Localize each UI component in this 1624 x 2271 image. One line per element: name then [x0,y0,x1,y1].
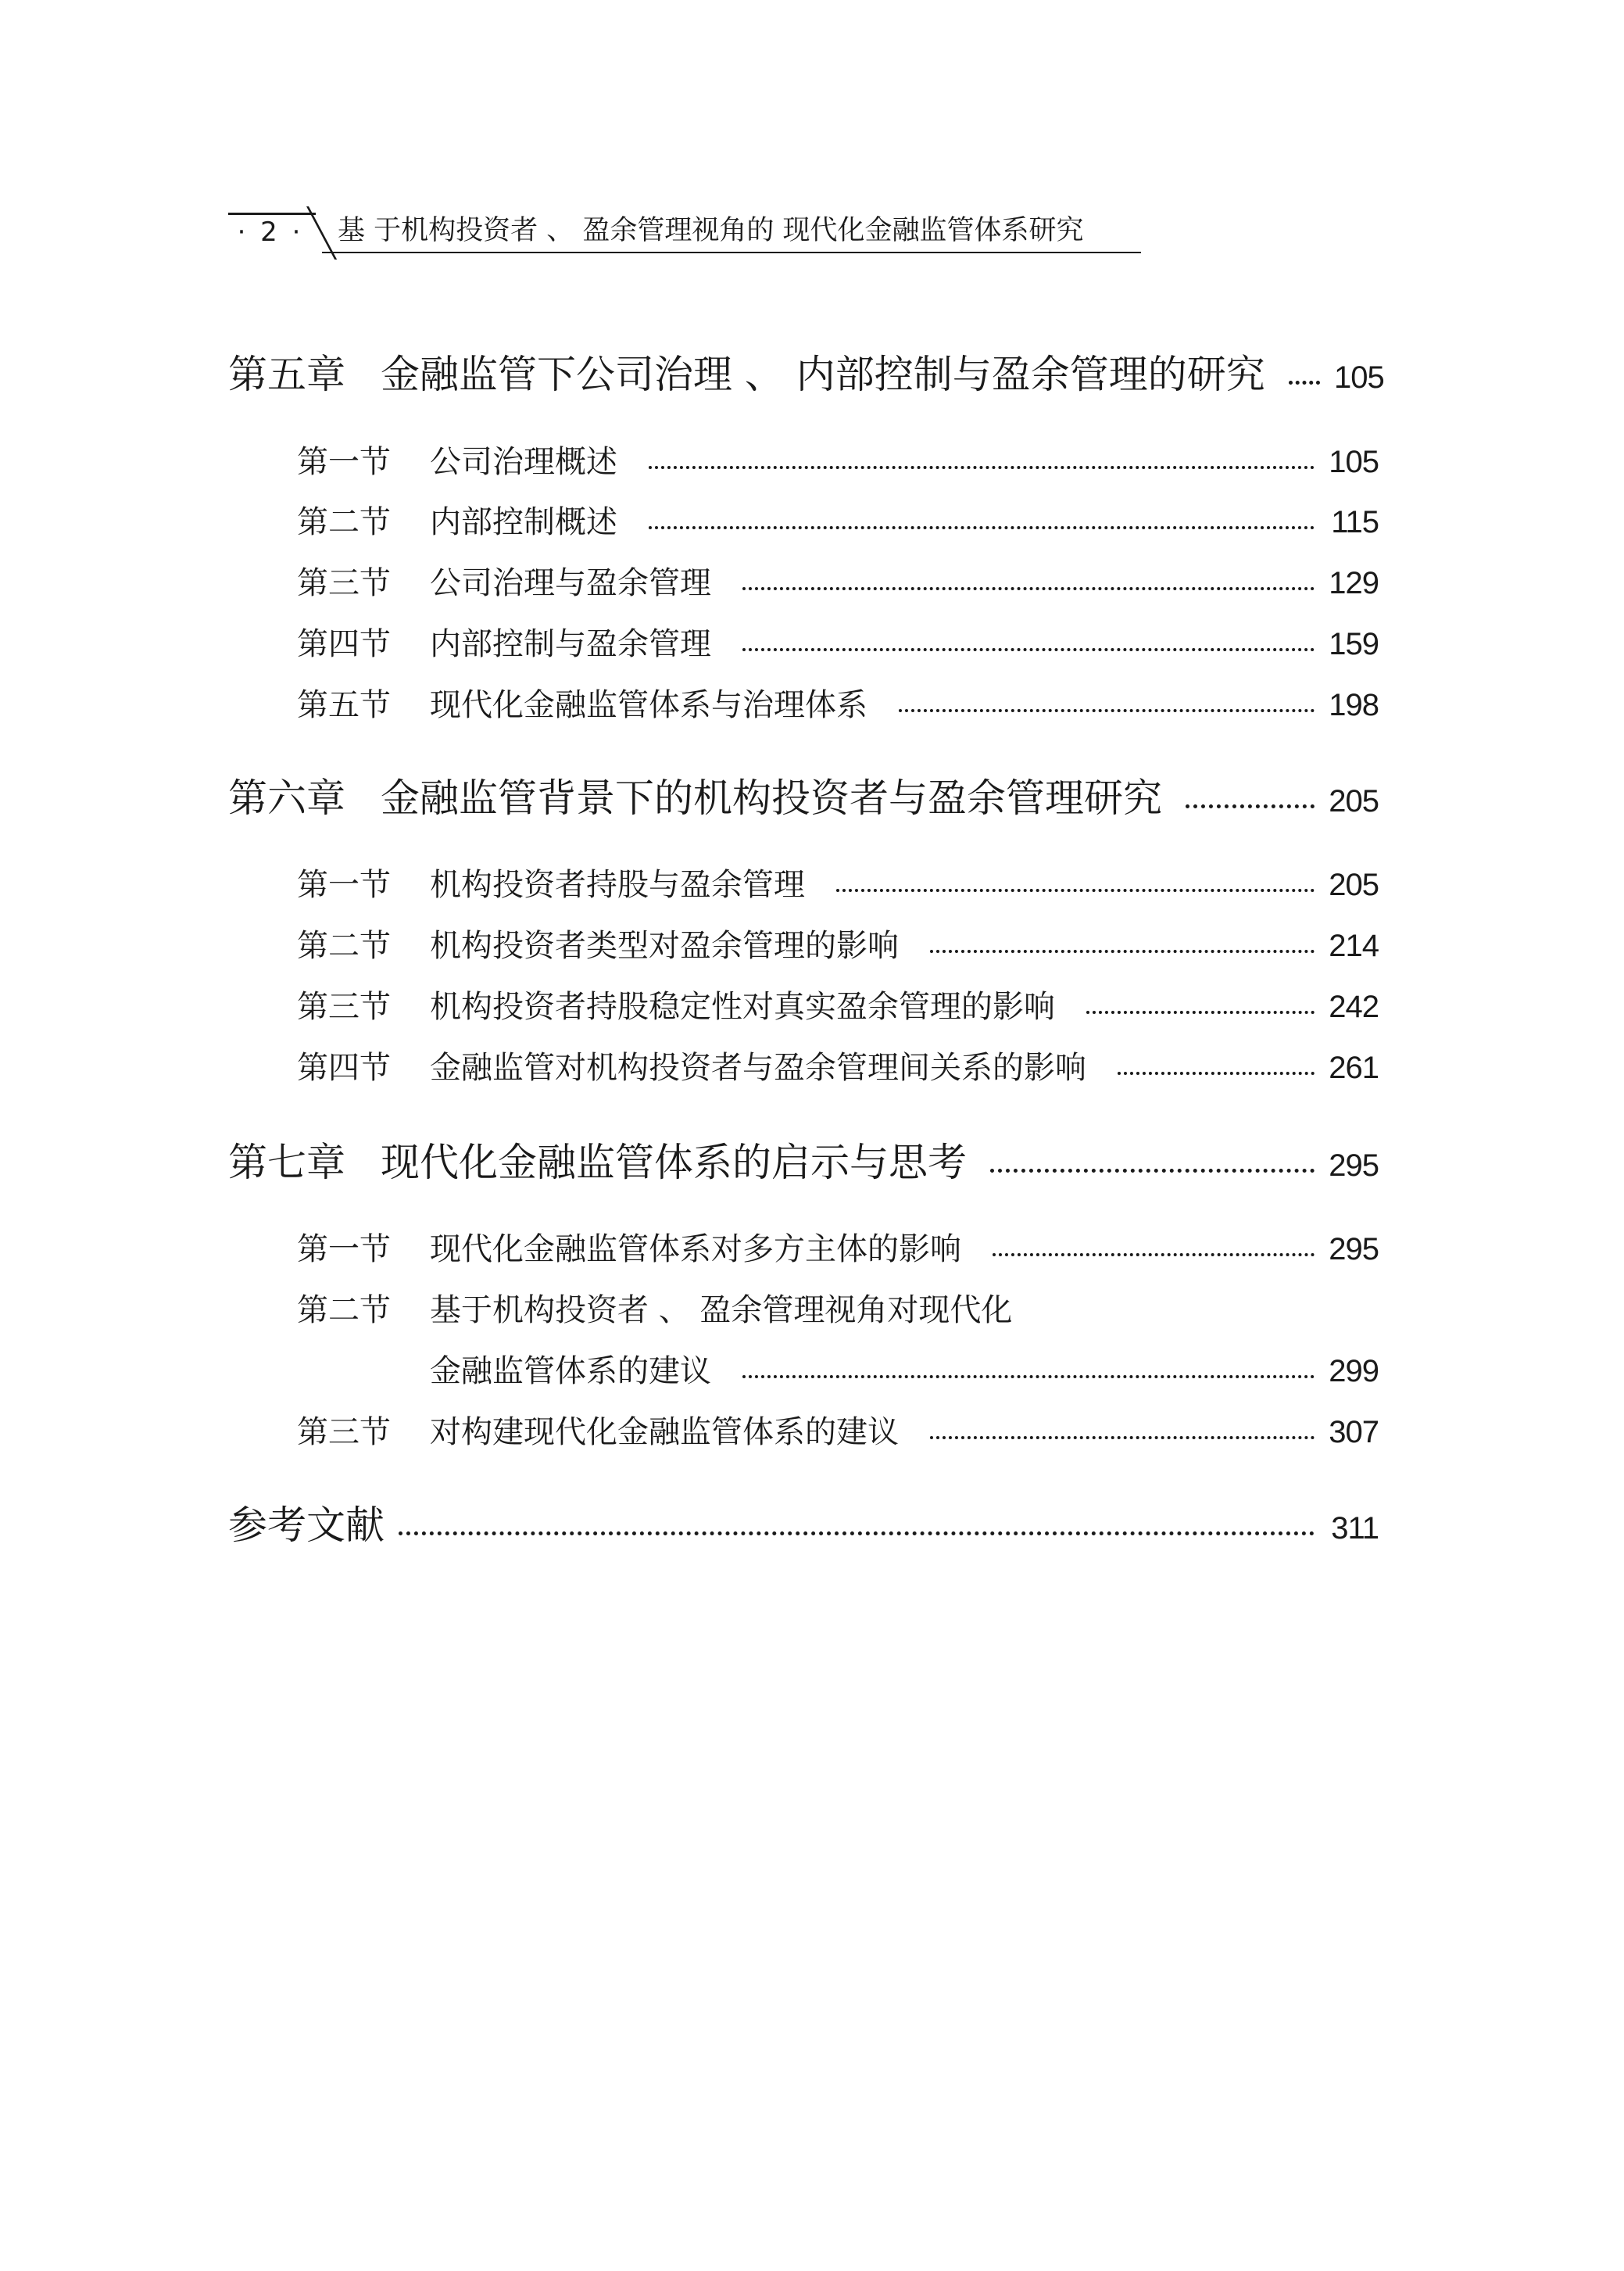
chapter-title: 金融监管下公司治理 、 内部控制与盈余管理的研究 [381,352,1265,397]
page-number: 129 [1329,566,1379,600]
section-title: 机构投资者持股与盈余管理 [430,867,805,903]
toc-section-7-2[interactable] [297,1288,1379,1332]
toc-section-6-1[interactable] [297,863,1379,907]
toc-section-7-2-continued[interactable] [297,1349,1379,1393]
section-number: 第四节 [297,626,391,662]
chapter-title: 现代化金融监管体系的启示与思考 [381,1140,967,1185]
toc-chapter-6[interactable] [228,772,1379,824]
toc-section-5-2[interactable] [297,500,1379,544]
section-number: 第四节 [297,1050,391,1086]
page-number: 242 [1329,990,1379,1024]
dot-leader [993,1253,1315,1256]
page-number: 159 [1329,627,1379,661]
dot-leader [930,950,1315,953]
page-number: 205 [1329,784,1379,818]
section-number: 第五节 [297,687,391,723]
dot-leader [930,1436,1315,1439]
toc-section-7-3[interactable] [297,1410,1379,1454]
dot-leader [990,1169,1315,1173]
chapter-number: 第五章 [228,352,345,397]
section-number: 第三节 [297,565,391,601]
dot-leader [399,1531,1315,1535]
dot-leader [1086,1011,1315,1014]
page-number: 261 [1329,1051,1379,1085]
toc-section-5-5[interactable] [297,683,1379,727]
header-page-number: · 2 · [237,217,304,248]
dot-leader [836,889,1315,892]
chapter-title: 金融监管背景下的机构投资者与盈余管理研究 [381,776,1162,821]
section-title: 机构投资者持股稳定性对真实盈余管理的影响 [430,989,1055,1025]
dot-leader [742,587,1315,590]
section-number: 第三节 [297,989,391,1025]
dot-leader [1118,1072,1315,1075]
page-number: 105 [1334,360,1384,395]
page-number: 307 [1329,1415,1379,1449]
section-number: 第一节 [297,444,391,480]
dot-leader [742,648,1315,651]
section-title: 内部控制概述 [430,504,617,540]
toc-chapter-5[interactable] [228,349,1384,400]
toc-section-6-3[interactable] [297,985,1379,1029]
page-number: 205 [1329,868,1379,902]
page-number: 198 [1329,688,1379,722]
section-title: 对构建现代化金融监管体系的建议 [430,1414,899,1450]
toc-section-6-2[interactable] [297,924,1379,968]
chapter-number: 第七章 [228,1140,345,1185]
dot-leader [649,466,1315,469]
section-title-line-2: 金融监管体系的建议 [430,1353,711,1389]
page-number: 295 [1329,1148,1379,1183]
section-number: 第一节 [297,867,391,903]
section-number: 第二节 [297,1292,391,1328]
section-title: 公司治理概述 [430,444,617,480]
section-title: 内部控制与盈余管理 [430,626,711,662]
toc-chapter-7[interactable] [228,1137,1379,1188]
section-title-line-1: 基于机构投资者 、 盈余管理视角对现代化 [430,1292,1013,1328]
dot-leader [649,526,1315,529]
section-number: 第三节 [297,1414,391,1450]
toc-section-5-3[interactable] [297,561,1379,605]
section-number: 第二节 [297,928,391,964]
dot-leader [899,709,1315,712]
toc-references[interactable] [228,1499,1379,1551]
page-number: 115 [1331,505,1379,539]
dot-leader [1186,804,1315,808]
references-title: 参考文献 [228,1503,385,1548]
section-title: 现代化金融监管体系对多方主体的影响 [430,1231,961,1267]
page-number: 295 [1329,1232,1379,1266]
header-book-title: 基 于机构投资者 、 盈余管理视角的 现代化金融监管体系研究 [338,215,1084,246]
section-number: 第二节 [297,504,391,540]
toc-section-5-4[interactable] [297,622,1379,666]
section-title: 公司治理与盈余管理 [430,565,711,601]
section-title: 现代化金融监管体系与治理体系 [430,687,867,723]
section-title: 机构投资者类型对盈余管理的影响 [430,928,899,964]
dot-leader [742,1375,1315,1378]
page-number: 105 [1329,445,1379,479]
section-number: 第一节 [297,1231,391,1267]
section-title: 金融监管对机构投资者与盈余管理间关系的影响 [430,1050,1086,1086]
toc-section-6-4[interactable] [297,1046,1379,1090]
page-number: 214 [1329,929,1379,963]
chapter-number: 第六章 [228,776,345,821]
toc-section-7-1[interactable] [297,1227,1379,1271]
page-number: 299 [1329,1354,1379,1388]
page-number: 311 [1331,1511,1379,1546]
toc-section-5-1[interactable] [297,440,1379,484]
dot-leader [1289,381,1320,385]
